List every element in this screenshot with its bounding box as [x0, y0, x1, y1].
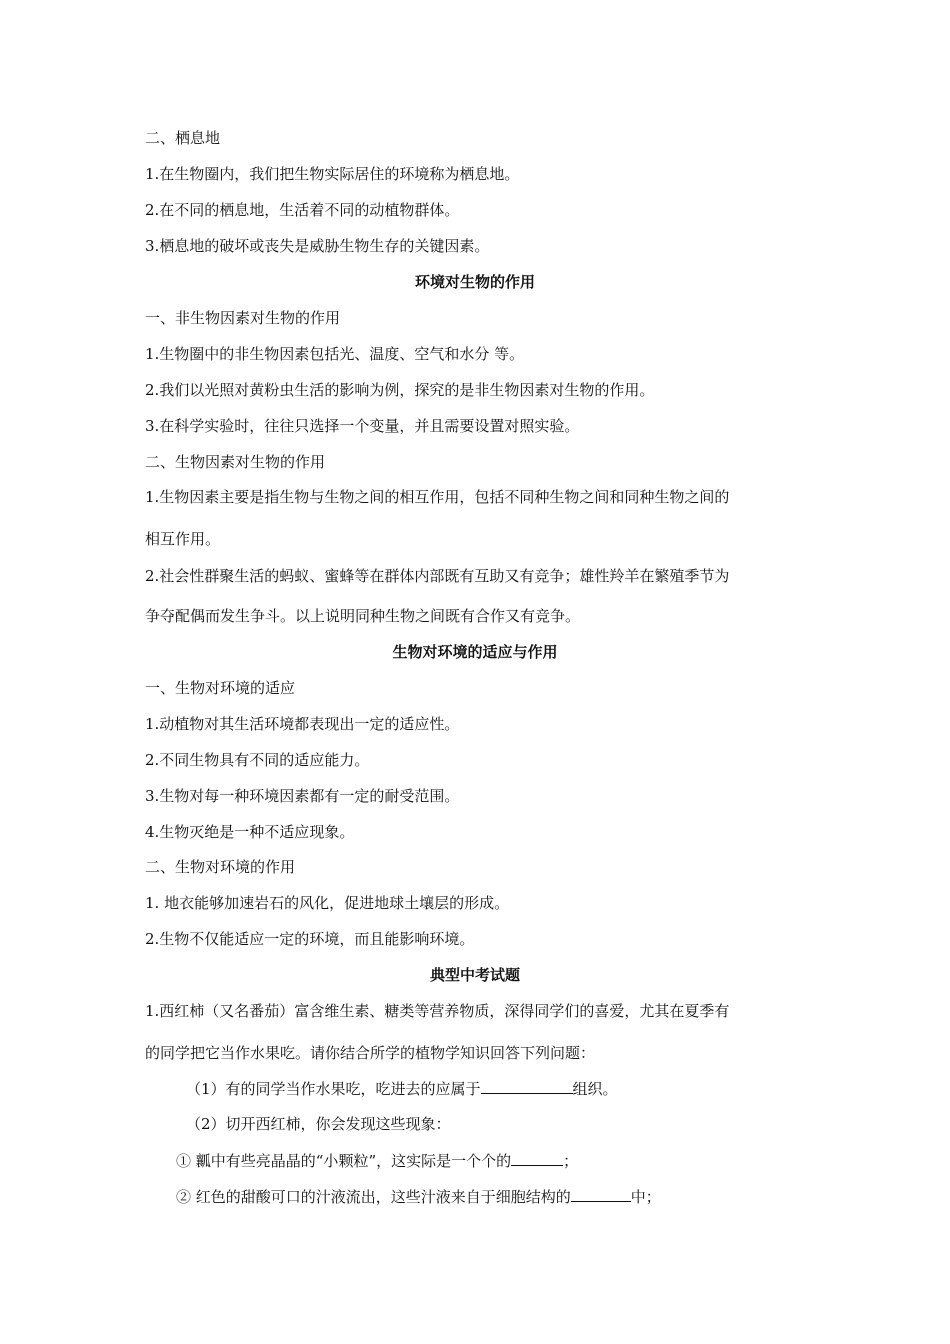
sub-question-1 [186, 1078, 805, 1099]
paragraph: 相互作用。 [145, 530, 221, 548]
paragraph: 2.我们以光照对黄粉虫生活的影响为例，探究的是非生物因素对生物的作用。 [145, 381, 655, 399]
paragraph: 1.在生物圈内，我们把生物实际居住的环境称为栖息地。 [145, 165, 520, 183]
paragraph: 3.在科学实验时，往往只选择一个变量，并且需要设置对照实验。 [145, 417, 580, 435]
paragraph: 1.生物因素主要是指生物与生物之间的相互作用，包括不同种生物之间和同种生物之间的 [145, 488, 730, 506]
paragraph: 2.在不同的栖息地，生活着不同的动植物群体。 [145, 201, 460, 219]
heading-environment-effect: 环境对生物的作用 [414, 273, 535, 291]
paragraph: 争夺配偶而发生争斗。以上说明同种生物之间既有合作又有竞争。 [145, 607, 581, 625]
sub-question-text: ② 红色的甜酸可口的汁液流出，这些汁液来自于细胞结构的 [176, 1188, 571, 1206]
sub-question-text: ； [563, 1152, 579, 1170]
section-title-organism-effect: 二、生物对环境的作用 [145, 858, 296, 876]
section-title-habitat: 二、栖息地 [145, 129, 221, 147]
sub-question-text: ① 瓤中有些亮晶晶的“小颗粒”，这实际是一个个的 [176, 1152, 512, 1170]
sub-question-2: （2）切开西红柿，你会发现这些现象： [186, 1115, 451, 1133]
answer-blank[interactable] [571, 1186, 631, 1202]
sub-question-2b [176, 1186, 805, 1207]
paragraph: 1.生物圈中的非生物因素包括光、温度、空气和水分 等。 [145, 345, 525, 363]
paragraph: 3.生物对每一种环境因素都有一定的耐受范围。 [145, 787, 460, 805]
section-title-biotic: 二、生物因素对生物的作用 [145, 453, 326, 471]
sub-question-text: 组织。 [572, 1080, 618, 1098]
paragraph: 1.动植物对其生活环境都表现出一定的适应性。 [145, 715, 460, 733]
paragraph: 2.社会性群聚生活的蚂蚁、蜜蜂等在群体内部既有互助又有竞争；雄性羚羊在繁殖季节为 [145, 567, 730, 585]
sub-question-text: （1）有的同学当作水果吃，吃进去的应属于 [186, 1080, 481, 1098]
section-title-abiotic: 一、非生物因素对生物的作用 [145, 309, 341, 327]
answer-blank[interactable] [481, 1078, 573, 1094]
paragraph: 2.不同生物具有不同的适应能力。 [145, 751, 370, 769]
section-title-adaptation: 一、生物对环境的适应 [145, 679, 296, 697]
paragraph: 4.生物灭绝是一种不适应现象。 [145, 823, 355, 841]
paragraph: 1. 地衣能够加速岩石的风化，促进地球土壤层的形成。 [145, 894, 510, 912]
sub-question-text: 中； [630, 1188, 661, 1206]
sub-question-2a [176, 1150, 805, 1171]
question-text: 的同学把它当作水果吃。请你结合所学的植物学知识回答下列问题： [145, 1044, 596, 1062]
question-text: 1.西红柿（又名番茄）富含维生素、糖类等营养物质，深得同学们的喜爱，尤其在夏季有 [145, 1002, 730, 1020]
heading-adaptation: 生物对环境的适应与作用 [392, 643, 558, 661]
heading-exam-questions: 典型中考试题 [429, 966, 520, 984]
paragraph: 2.生物不仅能适应一定的环境，而且能影响环境。 [145, 930, 475, 948]
paragraph: 3.栖息地的破坏或丧失是威胁生物生存的关键因素。 [145, 237, 490, 255]
answer-blank[interactable] [511, 1150, 563, 1166]
